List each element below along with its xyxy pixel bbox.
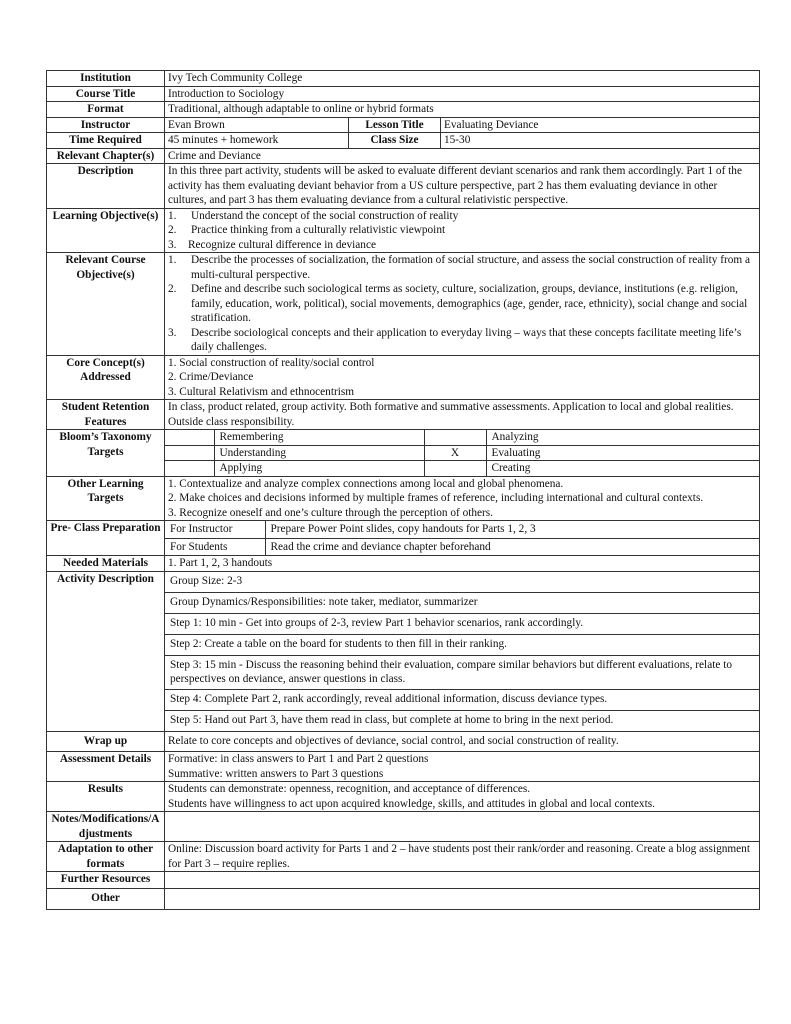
learning-objectives-label: Learning Objective(s) <box>47 208 165 253</box>
list-item <box>168 209 756 224</box>
activity-steps <box>165 571 760 731</box>
row-time-required <box>47 133 760 149</box>
pre-class-who: For Students <box>165 538 265 555</box>
list-item: 2. Make choices and decisions informed by multiple frames of reference, including international and cultural contexts. <box>168 492 704 504</box>
relevant-chapters-value: Crime and Deviance <box>165 148 760 164</box>
adaptation-value: Online: Discussion board activity for Parts 1 and 2 – have students post their rank/order and reasoning. Create a blog assignment for Part 3 – require replies. <box>165 842 760 872</box>
pre-class-grid <box>165 521 759 555</box>
list-item: 3. Cultural Relativism and ethnocentrism <box>168 385 355 398</box>
blooms-mark <box>165 430 214 445</box>
pre-class-who: For Instructor <box>165 521 265 538</box>
list-item: 1. Social construction of reality/social control <box>168 356 375 369</box>
learning-objectives-list <box>165 208 760 253</box>
core-concepts-list <box>165 355 760 400</box>
list-item: Students can demonstrate: openness, recognition, and acceptance of differences. <box>168 783 531 795</box>
item-number: 2. <box>168 224 177 236</box>
format-label: Format <box>47 102 165 118</box>
blooms-level: Applying <box>214 461 424 476</box>
activity-step: Step 1: 10 min - Get into groups of 2-3, review Part 1 behavior scenarios, rank accordingly. <box>165 614 759 635</box>
lesson-title-value: Evaluating Deviance <box>441 117 760 133</box>
blooms-level: Analyzing <box>486 430 759 445</box>
row-core-concepts <box>47 355 760 400</box>
row-other-targets <box>47 476 760 521</box>
blooms-level: Creating <box>486 461 759 476</box>
blooms-level: Understanding <box>214 445 424 461</box>
row-notes <box>47 812 760 842</box>
row-relevant-chapters <box>47 148 760 164</box>
blooms-level: Evaluating <box>486 445 759 461</box>
row-learning-objectives <box>47 208 760 253</box>
assessment-label: Assessment Details <box>47 752 165 782</box>
wrap-up-label: Wrap up <box>47 731 165 752</box>
institution-value: Ivy Tech Community College <box>165 71 760 87</box>
assessment-list <box>165 752 760 782</box>
other-value <box>165 889 760 910</box>
pre-class-what: Read the crime and deviance chapter beforehand <box>265 538 759 555</box>
row-course-title <box>47 86 760 102</box>
row-description <box>47 164 760 209</box>
other-label: Other <box>47 889 165 910</box>
blooms-label: Bloom’s Taxonomy Targets <box>47 430 165 477</box>
course-title-value: Introduction to Sociology <box>165 86 760 102</box>
item-number: 3. <box>168 238 177 251</box>
institution-label: Institution <box>47 71 165 87</box>
list-item: 1. Contextualize and analyze complex connections among local and global phenomena. <box>168 477 564 490</box>
item-text: Understand the concept of the social construction of reality <box>191 209 459 222</box>
item-number: 1. <box>168 254 177 266</box>
item-number: 2. <box>168 283 177 295</box>
item-text: Recognize cultural difference in deviance <box>188 238 376 251</box>
adaptation-label: Adaptation to other formats <box>47 842 165 872</box>
list-item: 3. Recognize oneself and one’s culture through the perception of others. <box>168 506 493 519</box>
list-item <box>168 253 756 282</box>
notes-value <box>165 812 760 842</box>
materials-label: Needed Materials <box>47 556 165 572</box>
pre-class-label: Pre- Class Preparation <box>47 521 165 556</box>
relevant-chapters-label: Relevant Chapter(s) <box>47 148 165 164</box>
list-item: Formative: in class answers to Part 1 and Part 2 questions <box>168 753 429 765</box>
row-wrap-up <box>47 731 760 752</box>
blooms-mark <box>165 461 214 476</box>
activity-step: Step 3: 15 min - Discuss the reasoning behind their evaluation, compare similar behaviors but different evaluations, relate to perspectives on deviance, answer questions in class. <box>165 656 759 690</box>
blooms-grid <box>165 430 759 476</box>
pre-class-grid-cell <box>165 521 760 556</box>
row-adaptation <box>47 842 760 872</box>
row-assessment <box>47 752 760 782</box>
list-item <box>168 223 756 238</box>
pre-class-what: Prepare Power Point slides, copy handouts for Parts 1, 2, 3 <box>265 521 759 538</box>
blooms-mark: X <box>424 445 486 461</box>
class-size-value: 15-30 <box>441 133 760 149</box>
list-item <box>168 282 756 326</box>
row-institution <box>47 71 760 87</box>
class-size-label: Class Size <box>349 133 441 149</box>
row-other <box>47 889 760 910</box>
course-title-label: Course Title <box>47 86 165 102</box>
further-resources-value <box>165 872 760 889</box>
core-concepts-label: Core Concept(s) Addressed <box>47 355 165 400</box>
item-text: Define and describe such sociological terms as society, culture, socialization, groups, deviance, institutions (e.g. religion, family, education, work, political), social movements, demographics (age, gender, race, ethnicity), social change and social stratification. <box>191 283 748 324</box>
list-item: Students have willingness to act upon acquired knowledge, skills, and attitudes in global and local contexts. <box>168 797 655 810</box>
materials-value: 1. Part 1, 2, 3 handouts <box>165 556 760 572</box>
row-activity <box>47 571 760 731</box>
item-number: 1. <box>168 209 177 222</box>
activity-step: Step 4: Complete Part 2, rank accordingly, reveal additional information, discuss deviance types. <box>165 690 759 711</box>
activity-step: Group Dynamics/Responsibilities: note taker, mediator, summarizer <box>165 593 759 614</box>
instructor-label: Instructor <box>47 117 165 133</box>
wrap-up-value: Relate to core concepts and objectives of deviance, social control, and social construction of reality. <box>165 731 760 752</box>
row-instructor <box>47 117 760 133</box>
other-targets-list <box>165 476 760 521</box>
format-value: Traditional, although adaptable to online or hybrid formats <box>165 102 760 118</box>
item-text: Practice thinking from a culturally relativistic viewpoint <box>191 224 446 236</box>
results-list <box>165 782 760 812</box>
list-item: 2. Crime/Deviance <box>168 371 254 383</box>
row-format <box>47 102 760 118</box>
other-targets-label: Other Learning Targets <box>47 476 165 521</box>
list-item <box>168 326 756 355</box>
row-blooms-taxonomy <box>47 430 760 477</box>
pre-class-row <box>165 538 759 555</box>
lesson-plan-page <box>46 70 760 910</box>
blooms-mark <box>424 461 486 476</box>
activity-label: Activity Description <box>47 571 165 731</box>
item-text: Describe the processes of socialization, the formation of social structure, and assess the social construction of reality from a multi-cultural perspective. <box>191 254 751 281</box>
lesson-plan-table <box>46 70 760 910</box>
student-retention-label: Student Retention Features <box>47 400 165 430</box>
lesson-title-label: Lesson Title <box>349 117 441 133</box>
blooms-row <box>165 445 759 461</box>
student-retention-value: In class, product related, group activity. Both formative and summative assessments. Application to local and global realities. Outside class responsibility. <box>165 400 760 430</box>
row-results <box>47 782 760 812</box>
activity-step: Step 5: Hand out Part 3, have them read in class, but complete at home to bring in the next period. <box>170 713 614 726</box>
activity-step: Group Size: 2-3 <box>165 572 759 593</box>
blooms-grid-cell <box>165 430 760 477</box>
results-label: Results <box>47 782 165 812</box>
blooms-row <box>165 461 759 476</box>
row-further-resources <box>47 872 760 889</box>
row-materials <box>47 556 760 572</box>
time-required-value: 45 minutes + homework <box>165 133 349 149</box>
item-text: Describe sociological concepts and their application to everyday living – ways that these concepts facilitate meeting life’s daily challenges. <box>191 326 742 353</box>
blooms-mark <box>165 445 214 461</box>
notes-label: Notes/Modifications/Adjustments <box>47 812 165 842</box>
item-number: 3. <box>168 326 177 339</box>
further-resources-label: Further Resources <box>47 872 165 889</box>
row-student-retention <box>47 400 760 430</box>
course-objectives-list <box>165 253 760 356</box>
blooms-level: Remembering <box>214 430 424 445</box>
row-pre-class <box>47 521 760 556</box>
course-objectives-label: Relevant Course Objective(s) <box>47 253 165 356</box>
description-value: In this three part activity, students will be asked to evaluate different deviant scenarios and rank them accordingly. Part 1 of the activity has them evaluating deviant behavior from a US culture perspective, part 2 has them evaluating deviance in other cultures, and part 3 has them evaluating deviance from a cultural relativistic perspective. <box>165 164 760 209</box>
list-item <box>168 238 756 253</box>
pre-class-row <box>165 521 759 538</box>
time-required-label: Time Required <box>47 133 165 149</box>
blooms-mark <box>424 430 486 445</box>
list-item: Summative: written answers to Part 3 questions <box>168 767 384 780</box>
instructor-value: Evan Brown <box>165 117 349 133</box>
description-label: Description <box>47 164 165 209</box>
row-course-objectives <box>47 253 760 356</box>
activity-step: Step 2: Create a table on the board for students to then fill in their ranking. <box>165 635 759 656</box>
blooms-row <box>165 430 759 445</box>
